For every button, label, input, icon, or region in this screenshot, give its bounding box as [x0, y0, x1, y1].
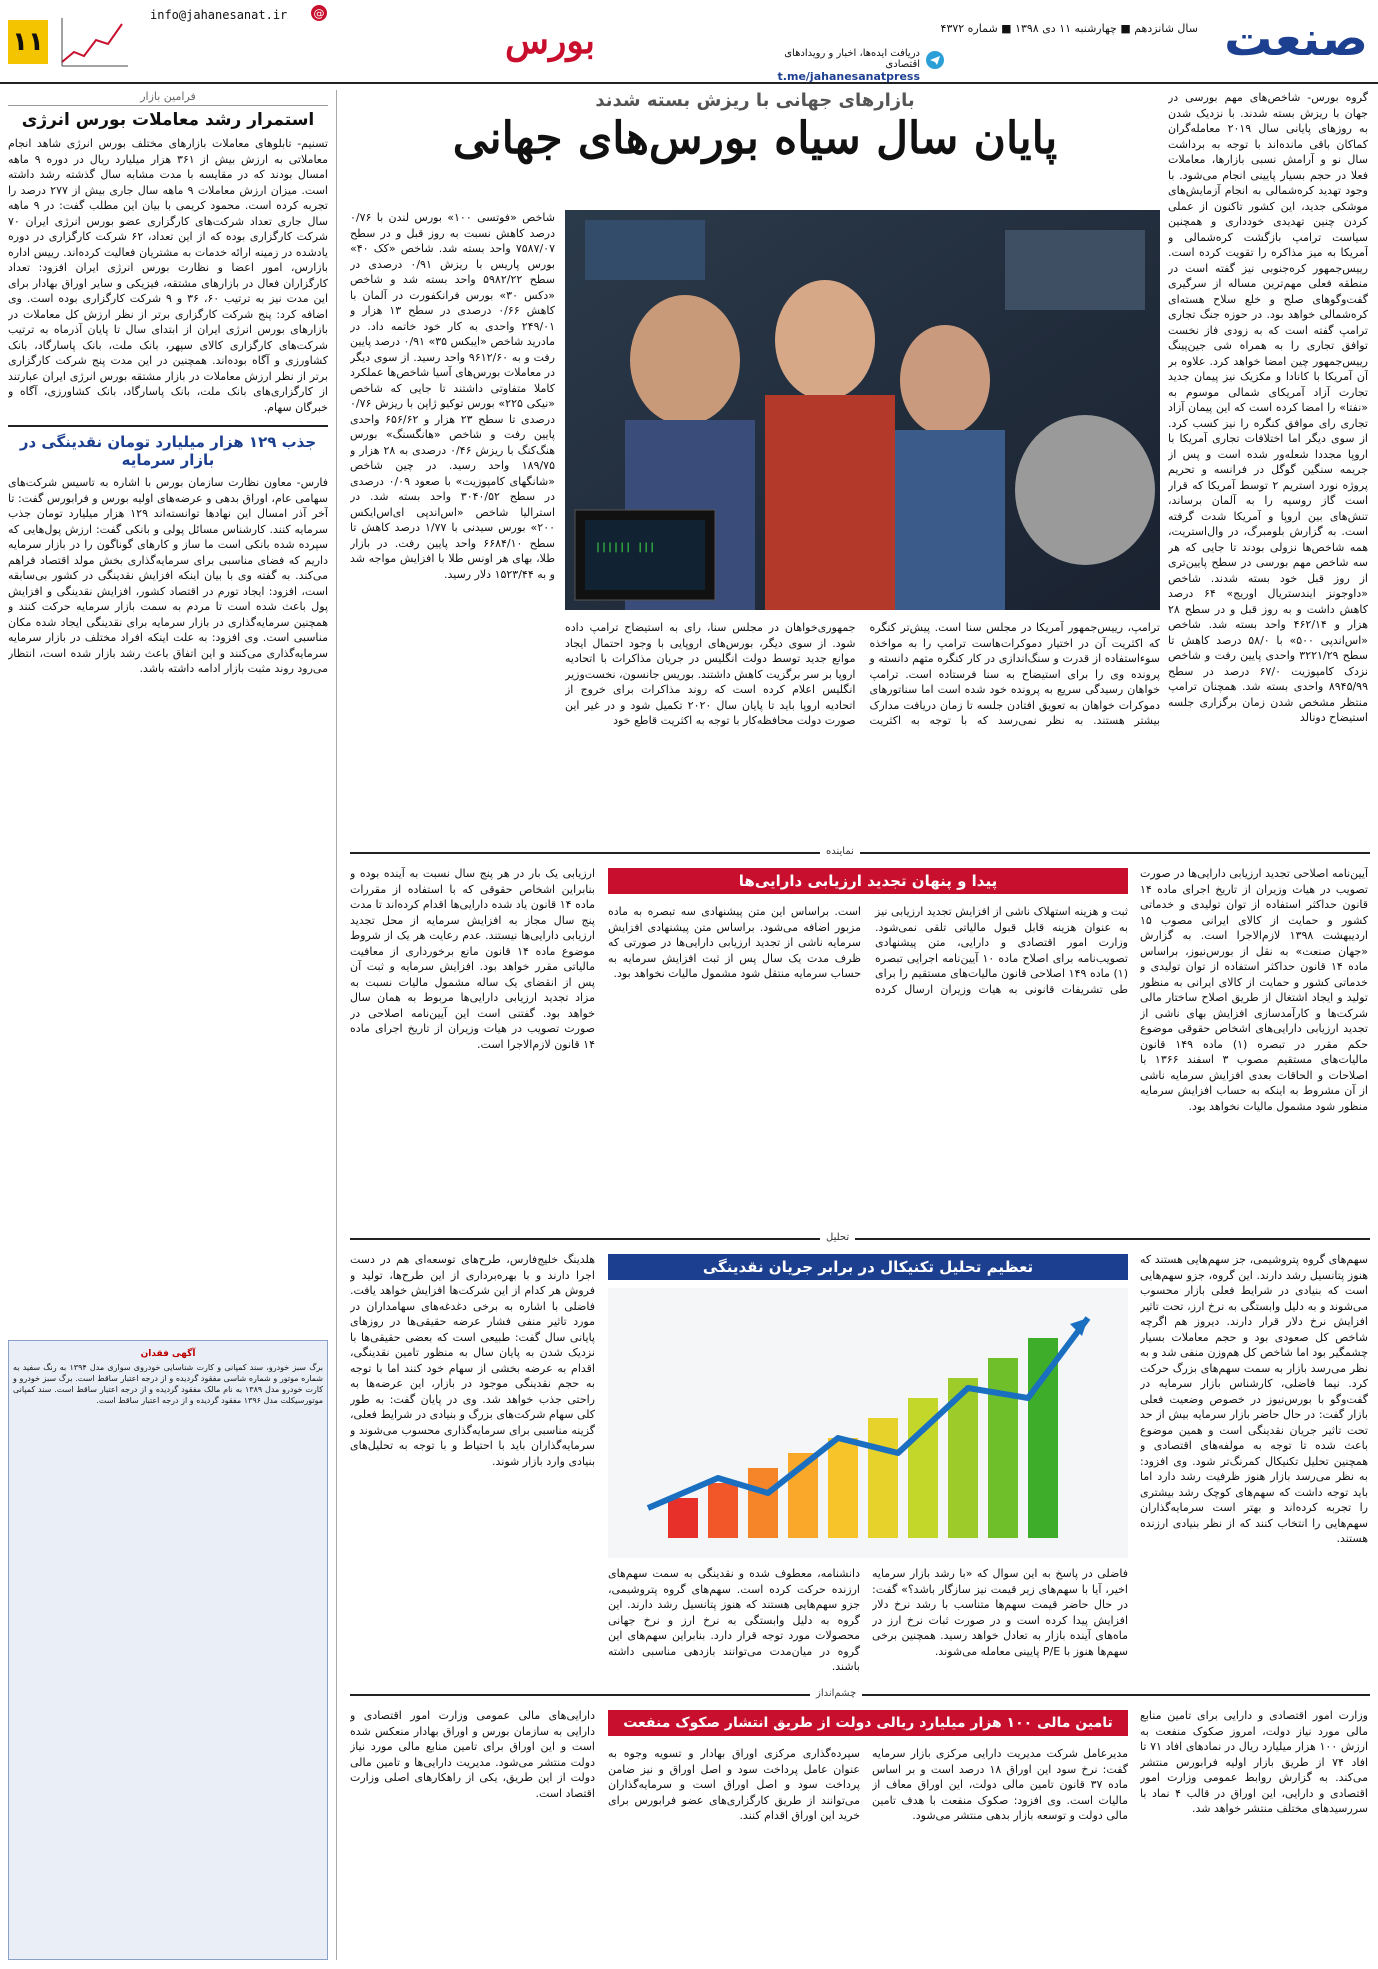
column-divider [336, 90, 337, 1960]
story2-column-a [1140, 866, 1368, 1226]
telegram-link[interactable]: t.me/jahanesanatpress [777, 70, 920, 83]
sidebar-title: استمرار رشد معاملات بورس انرژی [21, 110, 315, 130]
story3-column-bottom-a [872, 1566, 1128, 1682]
story3-column-left [350, 1252, 595, 1682]
email-address[interactable]: info@jahanesanat.ir [150, 8, 288, 22]
story3-title: تعظیم تحلیل تکنیکال در برابر جریان نقدینگی [608, 1254, 1128, 1280]
section-rule [350, 852, 1370, 854]
lead-kicker: بازارهای جهانی با ریزش بسته شدند [595, 90, 915, 111]
story2-title: پیدا و پنهان تجدید ارزیابی دارایی‌ها [608, 868, 1128, 894]
sidebar-body-2: فارس- معاون نظارت سازمان بورس با اشاره به تاسیس شرکت‌های سهامی عام، اوراق بدهی و عرضه‌های اولیه بورس و فرابورس گفت: تا آخر آذر امسال این نهادها توانسته‌اند ۱۲۹ هزار میلیارد تومان جذب سرمایه کنند. کارشناس مسائل پولی و بانکی گفت: ارزش پول‌هایی که سپرده شده بانکی است ما ساز و کارهای گوناگون را در بازار سرمایه داریم که فضای مناسبی برای سرمایه‌گذاری بخش مولد اقتصاد فراهم می‌کند. به گفته وی با بیان اینکه افزایش نقدینگی در کشور بی‌سابقه است، افزود: ایجاد تورم در اقتصاد کشور، افزایش نقدینگی و افزایش پول باعث شده است تا مردم به سمت بازار سرمایه حرکت کنند و همچنین سرمایه‌گذاری در بازار سرمایه برای نقدینگی ایجاد شده مکان مناسبی است. وی افزود: به علت اینکه افراد مختلف در بازار سرمایه سرمایه‌گذاری می‌کنند و این اتفاق باعث رشد بازار شده است، انتظار می‌رود روند مثبت بازار ادامه داشته باشد. [8, 476, 328, 675]
story3-column-bottom-b [608, 1566, 860, 1682]
story4-title: تامین مالی ۱۰۰ هزار میلیارد ریالی دولت از طریق انتشار صکوک منفعت [608, 1710, 1128, 1736]
sidebar-title-2: جذب ۱۲۹ هزار میلیارد تومان نقدینگی در بازار سرمایه [8, 425, 328, 469]
telegram-promo [760, 48, 920, 83]
email-icon [310, 4, 328, 22]
story3-column-right [1140, 1252, 1368, 1682]
page-number: ۱۱ [8, 20, 48, 64]
story3-body-bottom-b: دانشنامه، معطوف شده و نقدینگی به سمت سهم‌های ارزنده حرکت کرده است. سهم‌های گروه پتروشیمی، جزو سهم‌هایی هستند که هنوز پتانسیل رشد دارند. این گروه به دلیل وابستگی به نرخ ارز و نرخ جهانی محصولات مورد توجه قرار دارد. بنابراین سهم‌های این گروه در میان‌مدت می‌توانند بازدهی مناسبی داشته باشند. [608, 1567, 860, 1673]
page-header [0, 0, 1378, 84]
lead-column-left [350, 210, 555, 840]
sidebar-kicker: فرامین بازار [8, 90, 328, 106]
lead-title: پایان سال سیاه بورس‌های جهانی [452, 113, 1058, 164]
svg-text:|||||| |||: |||||| ||| [595, 542, 656, 553]
svg-text:@: @ [313, 7, 325, 20]
section-title: بورس [505, 20, 595, 62]
left-sidebar [8, 90, 328, 1330]
story4-body-a: وزارت امور اقتصادی و دارایی برای تامین منابع مالی مورد نیاز دولت، امروز صکوک منفعت به ارزش ۱۰۰ هزار میلیارد ریال در نمادهای افاد ۷۱ تا افاد ۷۴ از طریق بازار اولیه فرابورس منتشر می‌کند. به گزارش روابط عمومی وزارت امور اقتصادی و دارایی، این اوراق در قالب ۴ نماد با سررسیدهای مختلف منتشر خواهد شد. [1140, 1709, 1368, 1815]
lead-column-middle [565, 620, 1160, 840]
story4-column-b [872, 1746, 1128, 1958]
lead-body-middle: ترامپ، رییس‌جمهور آمریکا در مجلس سنا است. پیش‌تر کنگره که اکثریت آن در اختیار دموکرات‌هاست ترامپ را به مواخذه سوءاستفاده از قدرت و سنگ‌اندازی در کار کنگره متهم دانسته و پرونده وی را برای استیضاح به سنا فرستاده است. ترامپ خواهان رسیدگی سریع به پرونده خود شده است اما سناتورهای دموکرات خواهان به تعویق افتادن جلسه تا زمان دریافت مدارک بیشتر هستند. به نظر نمی‌رسد که با توجه به اکثریت جمهوری‌خواهان در مجلس سنا، رای به استیضاح ترامپ داده شود. از سوی دیگر، بورس‌های اروپایی با وجود احتمال ایجاد موانع جدید توسط دولت انگلیس در جریان مذاکرات با اتحادیه اروپا بر سر برگزیت کاهش داشتند. بوریس جانسون، نخست‌وزیر انگلیس اعلام کرده است که روند مذاکرات برای خروج از اتحادیه اروپا باید تا پایان سال ۲۰۲۰ تکمیل شود و در غیر این صورت دولت محافظه‌کار با توجه به اکثریت قاطع خود [565, 621, 1160, 727]
story2-body-c: ارزیابی یک بار در هر پنج سال نسبت به آینده بوده و بنابراین اشخاص حقوقی که با استفاده از مقررات ماده ۱۴ قانون یاد شده دارایی‌ها اقدام کرده‌اند تا مدت پنج سال مجاز به افزایش سرمایه از محل تجدید ارزیابی دارایی‌ها نیستند. عدم رعایت هر یک از شروط موضوع ماده ۱۴ قانون مانع برخورداری از معافیت مالیاتی مقرر خواهد بود. افزایش سرمایه و ثبت آن پس از انقضای یک ساله مشمول مالیات نسبت به مزاد تجدید ارزیابی دارایی‌ها مربوط به همان سال خواهد بود. گفتنی است این آیین‌نامه اصلاحی در صورت تصویب در هیات وزیران از تاریخ اجرای ماده ۱۴ قانون لازم‌الاجرا است. [350, 867, 595, 1051]
story3-body-bottom-a: فاضلی در پاسخ به این سوال که «با رشد بازار سرمایه اخیر، آیا با سهم‌های زیر قیمت نیز سازگار باشد؟» گفت: در حال حاضر قیمت سهم‌ها متناسب با رشد نرخ دلار افزایش پیدا کرده است و در صورت ثبات نرخ ارز در ماه‌های آینده بازار به تعادل خواهد رسید. همچنین برخی سهم‌ها هنوز با P/E پایینی معامله می‌شوند. [872, 1567, 1128, 1658]
story2-column-b [608, 904, 1128, 1226]
classified-ads-box [8, 1340, 328, 1960]
issue-line: سال شانزدهم ■ چهارشنبه ۱۱ دی ۱۳۹۸ ■ شماره ۴۳۷۲ [940, 22, 1198, 35]
newspaper-logo: صنعت [1224, 11, 1368, 67]
story4-body-d: دارایی‌های مالی عمومی وزارت امور اقتصادی و دارایی به سازمان بورس و اوراق بهادار منعکس شده است و این اوراق برای تامین منابع مالی مورد نیاز دولت منتشر می‌شود. مدیریت دارایی‌ها و تامین مالی دولت از این طریق، یکی از راهکارهای اصلی وزارت اقتصاد است. [350, 1709, 595, 1800]
rising-chart-icon [60, 14, 130, 69]
lead-column-right [1168, 90, 1368, 840]
story4-column-d [350, 1708, 595, 1958]
lead-body-left: شاخص «فوتسی ۱۰۰» بورس لندن با ۰/۷۶ درصد کاهش نسبت به روز قبل و در سطح ۷۵۸۷/۰۷ واحد بسته شد. شاخص «کک ۴۰» بورس پاریس با ریزش ۰/۹۱ درصدی در سطح ۵۹۸۲/۲۲ واحد بسته شد و شاخص «دکس ۳۰» بورس فرانکفورت در آلمان با کاهش ۰/۶۶ درصدی در سطح ۱۳ هزار و ۲۴۹/۰۱ واحدی به کار خود خاتمه داد. در مادرید شاخص «ایبکس ۳۵» ۰/۹۱ درصد پایین رفت و به ۹۶۱۲/۶۰ واحد رسید. از سوی دیگر در معاملات بورس‌های آسیا شاخص‌ها عملکرد کاملا متفاوتی داشتند تا جایی که شاخص «نیکی ۲۲۵» بورس توکیو ژاپن با ریزش ۰/۷۶ درصدی تا سطح ۲۳ هزار و ۶۵۶/۶۲ واحدی پایین رفت و شاخص «هانگسنگ» بورس هنگ‌کنگ با ریزش ۰/۴۶ درصدی به ۲۸ هزار و ۱۸۹/۷۵ واحد رسید. در چین شاخص «شانگهای کامپوزیت» با صعود ۰/۰۹ درصدی در سطح ۳۰۴۰/۵۲ واحد بسته شد. در استرالیا شاخص «اس‌اندپی ای‌اس‌ایکس ۲۰۰» بورس سیدنی با ۱/۷۷ درصد کاهش تا سطح ۶۶۸۴/۱۰ واحد پایین رفت. در بازار طلا، بهای هر اونس طلا با افزایش مواجه شد و به ۱۵۲۳/۴۴ دلار رسید. [350, 211, 555, 581]
story4-body-b: مدیرعامل شرکت مدیریت دارایی مرکزی بازار سرمایه گفت: نرخ سود این اوراق ۱۸ درصد است و بر اساس ماده ۳۷ قانون تامین مالی دولت، این اوراق معاف از مالیات است. وی افزود: صکوک منفعت با هدف تامین مالی دولت و توسعه بازار بدهی منتشر می‌شود. [872, 1747, 1128, 1822]
story2-body-a: آیین‌نامه اصلاحی تجدید ارزیابی دارایی‌ها در صورت تصویب در هیات وزیران از تاریخ اجرای ماده ۱۴ قانون حداکثر استفاده از توان تولیدی و خدماتی کشور و حمایت از کالای ایرانی مصوب ۱۵ اردیبهشت ۱۳۹۸ لازم‌الاجرا است. به گزارش «جهان صنعت» به نقل از بورس‌نیوز، براساس ماده ۱۴ قانون حداکثر استفاده از توان تولیدی و خدماتی کشور و حمایت از کالای ایرانی به منظور تولید و ایجاد اشتغال از طریق اصلاح ساختار مالی شرکت‌ها و کارآمدسازی افزایش بهای ناشی از تجدید ارزیابی دارایی‌های اشخاص حقوقی موضوع حکم مقرر در تبصره (۱) ماده ۱۴۹ قانون مالیات‌های مستقیم مصوب ۳ اسفند ۱۳۶۶ با اصلاحات و الحاقات بعدی افزایش سرمایه ناشی از آن مشروط به اینکه به حساب افزایش سرمایه منظور شود مشمول مالیات نخواهد بود. [1140, 867, 1368, 1113]
story4-column-c [608, 1746, 860, 1958]
sidebar-body: تسنیم- تابلوهای معاملات بازارهای مختلف بورس انرژی شاهد انجام معاملاتی به ارزش بیش از ۳۶۱ هزار میلیارد ریال در دوره ۹ ماهه امسال بودند که در مقایسه با مدت مشابه سال گذشته رشد داشته است. میزان ارزش معاملات ۹ ماهه سال جاری بیش از ۲۷۷ درصد را تجربه کرده است. محمود کریمی با بیان این مطلب گفت: در ۹ ماهه سال جاری تعداد شرکت‌های کارگزاری عضو بورس انرژی ایران ۷۰ شرکت کارگزاری بوده که از این تعداد، ۶۲ شرکت کارگزاری در دوره یادشده در زمینه ارائه خدمات به مشتریان فعالیت کرده‌اند. رییس اداره بازارس، امور اعضا و نظارت بورس انرژی ایران افزود: تعداد کارگزاران فعال در بازارهای مشتقه، فیزیکی و سایر اوراق بهادار برای این مدت نیز به ترتیب ۶۰، ۳۶ و ۹ شرکت کارگزاری بوده است. وی اضافه کرد: پنج شرکت کارگزاری برتر از نظر ارزش کل معاملات در بازارهای بورس انرژی ایران از ابتدای سال تا پایان آذرماه به ترتیب شرکت‌های کارگزاری کالای سپهر، بانک ملت، بانک پاسارگاد، بانک کشاورزی و آگاه بوده‌اند. همچنین در این مدت پنج شرکت کارگزاری برتر از نظر ارزش معاملات در بازار مشتقه بورس انرژی ایران عبارتند از کارگزاری‌های بانک ملت، بانک پاسارگاد، بانک کشاورزی، آگاه و خبرگان سهام. [8, 137, 328, 414]
story4-tag: چشم‌انداز [810, 1688, 862, 1699]
story2-column-c [350, 866, 595, 1226]
story2-body-b: ثبت و هزینه استهلاک ناشی از افزایش تجدید ارزیابی نیز به عنوان هزینه قابل قبول مالیاتی تلقی نمی‌شود. وزارت امور اقتصادی و دارایی، متن پیشنهادی تصویب‌نامه برای اصلاح ماده ۱۰ آیین‌نامه اجرایی تبصره (۱) ماده ۱۴۹ اصلاحی قانون مالیات‌های مستقیم را برای طی تشریفات قانونی به هیات وزیران ارسال کرده است. براساس این متن پیشنهادی سه تبصره به ماده مزبور اضافه می‌شود. براساس متن پیشنهادی افزایش سرمایه ناشی از تجدید ارزیابی دارایی‌ها در صورتی که ظرف مدت یک سال پس از ثبت افزایش سرمایه به حساب سرمایه منتقل شود مشمول مالیات نخواهد بود. [608, 905, 1128, 996]
ad-body: برگ سبز خودرو، سند کمپانی و کارت شناسایی خودروی سواری مدل ۱۳۹۴ به رنگ سفید به شماره موتور و شماره شاسی مفقود گردیده و از درجه اعتبار ساقط است. برگ سبز خودرو و کارت خودرو مدل ۱۳۸۹ به نام مالک مفقود گردیده و از درجه اعتبار ساقط است. سند کمپانی موتورسیکلت مدل ۱۳۹۶ مفقود گردیده و از درجه اعتبار ساقط است. [13, 1363, 323, 1405]
story2-tag: نماینده [820, 846, 860, 857]
story4-column-a [1140, 1708, 1368, 1958]
ad-title: آگهی فقدان [140, 1349, 196, 1359]
section-rule-2 [350, 1238, 1370, 1240]
lead-headline-block [350, 90, 1160, 167]
telegram-icon [925, 50, 945, 70]
story3-body-right: سهم‌های گروه پتروشیمی، جز سهم‌هایی هستند که هنوز پتانسیل رشد دارند. این گروه، جزو سهم‌هایی است که بنیادی در شرایط فعلی بازار محسوب می‌شوند و به دلیل وابستگی به نرخ ارز، تحت تاثیر افزایش نرخ دلار قرار دارند. دیروز هم اگرچه شاخص کل صعودی بود و حجم معاملات بسیار چشمگیر بود اما شاخص کل هم‌وزن منفی شد و به نظر می‌رسد بازار به سمت سهم‌های بزرگ حرکت کرد. نیما فاضلی، کارشناس بازار سرمایه در گفت‌وگو با بورس‌نیوز در خصوص وضعیت فعلی بازار گفت: در حال حاضر بازار سرمایه بیش از حد تحت تاثیر جریان نقدینگی است و همین موضوع باعث شده تا توجه به مولفه‌های اقتصادی و همچنین تحلیل تکنیکال کمرنگ‌تر شود. وی افزود: به نظر می‌رسد بازار هنوز ظرفیت رشد دارد اما باید توجه داشت که سهم‌های کوچک رشد بیشتری را تجربه کرده‌اند و بهتر است سرمایه‌گذاران سهم‌هایی را انتخاب کنند که از نظر بنیادی ارزنده هستند. [1140, 1253, 1368, 1545]
growth-bars-illustration [608, 1288, 1128, 1558]
story4-body-c: سپرده‌گذاری مرکزی اوراق بهادار و تسویه وجوه به عنوان عامل پرداخت سود و اصل اوراق و نیز ضامن پرداخت سود و اصل اوراق است و سرمایه‌گذاران می‌توانند از طریق کارگزاری‌های عضو فرابورس برای خرید این اوراق اقدام کنند. [608, 1747, 860, 1822]
telegram-note: دریافت ایده‌ها، اخبار و رویدادهای اقتصادی [784, 48, 920, 70]
story3-body-left: هلدینگ خلیج‌فارس، طرح‌های توسعه‌ای هم در دست اجرا دارند و با بهره‌برداری از این طرح‌ها، تولید و فروش هر کدام از این شرکت‌ها افزایش خواهد یافت. فاضلی با اشاره به برخی دغدغه‌های سهامداران در مورد تاثیر منفی فشار عرضه حقیقی‌ها در روزهای پایانی سال گفت: طبیعی است که بعضی حقیقی‌ها با نزدیک شدن به پایان سال به منظور تامین نقدینگی، اقدام به عرضه بخشی از سهام خود کنند اما با توجه به حجم نقدینگی موجود در بازار، این عرضه‌ها به راحتی جذب خواهد شد. وی در پایان گفت: به طور کلی سهام شرکت‌های بزرگ و بنیادی در شرایط فعلی، گزینه مناسبی برای سرمایه‌گذاری محسوب می‌شوند و سرمایه‌گذاران باید با احتیاط و با توجه به تحلیل‌های بنیادی وارد بازار شوند. [350, 1253, 595, 1468]
lead-body-right: گروه بورس- شاخص‌های مهم بورسی در جهان با ریزش بسته شدند. با نزدیک شدن به روزهای پایانی سال ۲۰۱۹ معامله‌گران کماکان باقی مانده‌اند با توجه به برداشت سال نو و آرامش نسبی بازارها، معاملات فعلا در حجم بسیار پایینی انجام می‌شود. با وجود تهدید کره‌شمالی به انجام آزمایش‌های موشکی جدید، این کشور تاکنون از عملی کردن چنین تهدیدی خودداری و همچنین سیاست ترامپ بازگشت کره‌شمالی و آمریکا به میز مذاکره را تقویت کرده است. رییس‌جمهور کره‌جنوبی نیز گفته است در منطقه فعلی مهم‌ترین مساله از سرگیری گفت‌وگوهای صلح و خلع سلاح هسته‌ای کره‌شمالی خواهد بود. در حوزه جنگ تجاری ترامپ گفته است که به زودی فاز نخست توافق تجاری را به همراه شی جین‌پینگ رییس‌جمهور چین امضا خواهد کرد. علاوه بر آن آمریکا با کانادا و مکزیک نیز پیمان جدید تجارت آزاد آمریکای شمالی موسوم به «نفتا» را امضا کرده است که این پیمان آزاد تجاری رای موافق کنگره را نیز کسب کرد. از سوی دیگر اما اختلافات تجاری آمریکا با اروپا مجددا شعله‌ور شده است و پس از جریمه سنگین گوگل در فرانسه و تحریم پروژه نورد استریم ۲ توسط آمریکا که قرار است گاز روسیه را به آلمان برساند، تنش‌های بین اروپا و آمریکا شدت گرفته است. به گزارش بلومبرگ، در وال‌استریت، همه شاخص‌ها نزولی بودند تا جایی که هر سه شاخص مهم بورسی در سطح پایین‌تری از روز قبل خود بسته شدند. شاخص «داوجونز ایندستریال اوریج» ۶۴ درصد کاهش داشت و به روز قبل و در سطح ۲۸ هزار و ۴۶۲/۱۴ واحد بسته شد. شاخص «اس‌اندپی ۵۰۰» با ۵۸/۰ درصد کاهش تا سطح ۳۲۲۱/۲۹ واحدی پایین رفت و شاخص نزدک کامپوزیت ۶۷/۰ درصد در سطح ۸۹۴۵/۹۹ واحدی بسته شد. همچنان ‌ترامپ منتظر مشخص شدن زمان برگزاری جلسه استیضاح دونالد [1168, 91, 1368, 724]
trading-floor-photo [565, 210, 1160, 610]
story3-tag: تحلیل [820, 1232, 855, 1243]
